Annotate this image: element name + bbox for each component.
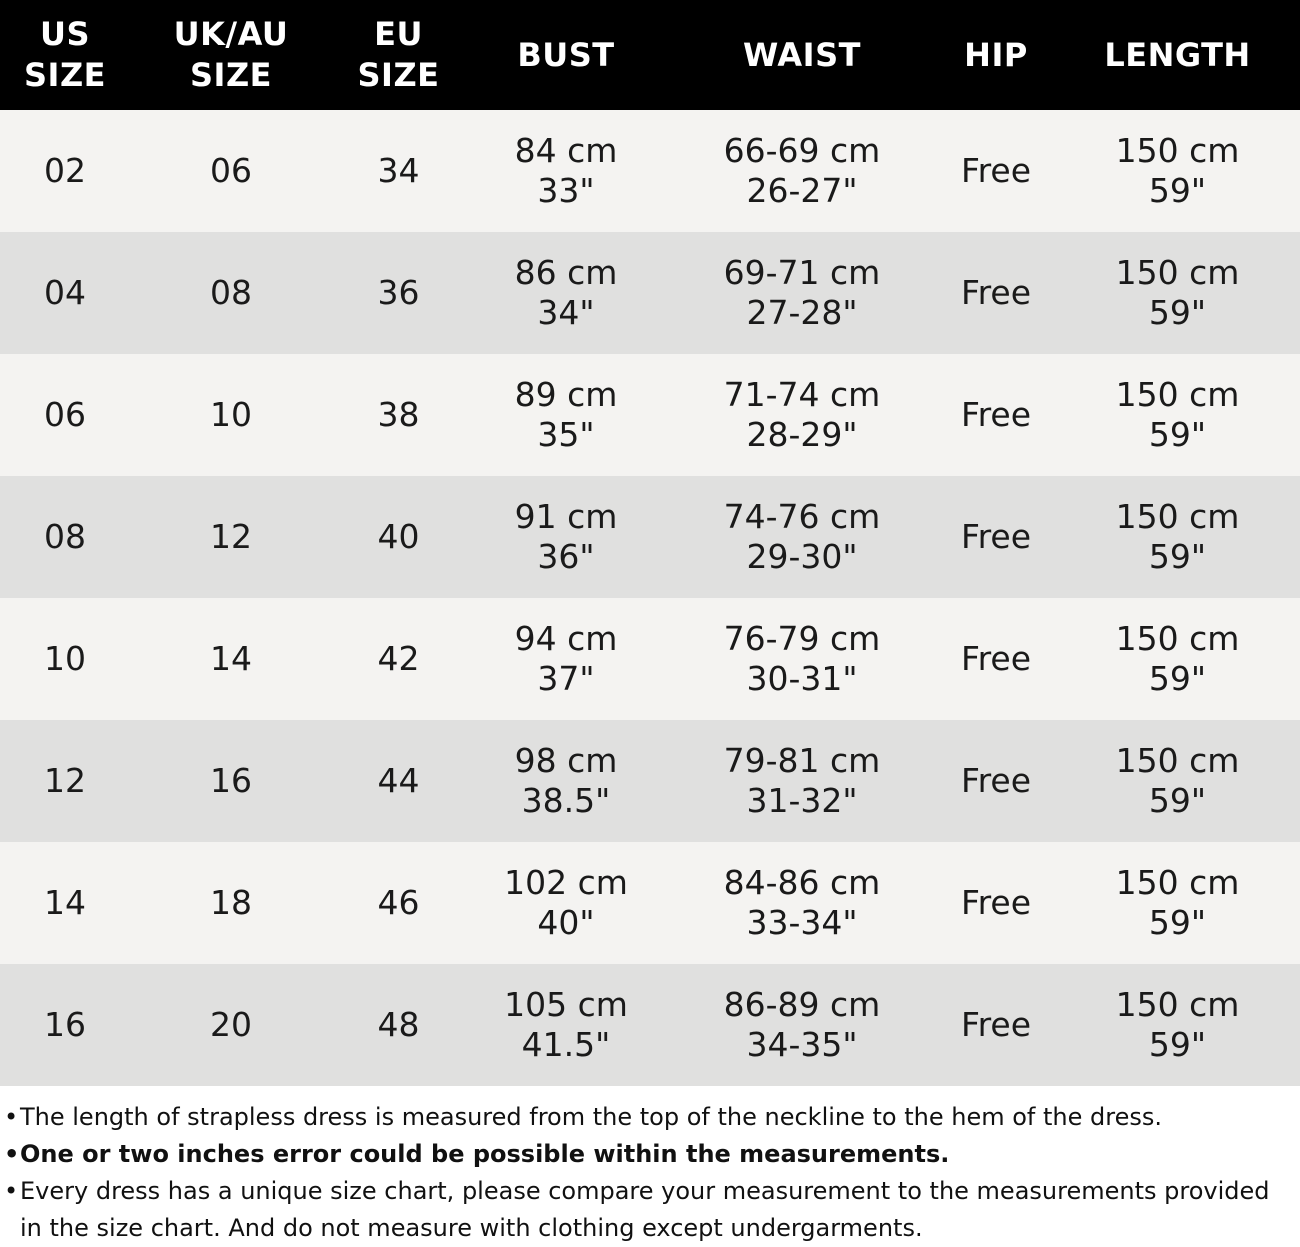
cell-hip: Free xyxy=(960,1005,1032,1044)
cell-length: 150 cm 59" xyxy=(1115,497,1240,576)
header-eu-size: EU SIZE xyxy=(357,15,440,94)
table-row xyxy=(0,720,1300,842)
cell-length: 150 cm 59" xyxy=(1115,253,1240,332)
cell-us-size: 16 xyxy=(44,1005,86,1044)
cell-eu-size: 40 xyxy=(377,517,420,556)
table-row xyxy=(0,232,1300,354)
cell-hip: Free xyxy=(960,883,1032,922)
cell-uk-au-size: 06 xyxy=(210,151,252,190)
table-row xyxy=(0,842,1300,964)
cell-eu-size: 38 xyxy=(377,395,420,434)
header-hip: HIP xyxy=(964,35,1028,74)
cell-length: 150 cm 59" xyxy=(1115,375,1240,454)
cell-eu-size: 34 xyxy=(377,151,420,190)
table-row xyxy=(0,476,1300,598)
cell-length: 150 cm 59" xyxy=(1115,619,1240,698)
cell-bust: 89 cm 35" xyxy=(514,375,618,454)
cell-eu-size: 36 xyxy=(377,273,420,312)
cell-us-size: 12 xyxy=(44,761,86,800)
note-item xyxy=(4,1173,1300,1247)
header-waist: WAIST xyxy=(743,35,861,74)
cell-uk-au-size: 18 xyxy=(210,883,252,922)
table-row xyxy=(0,110,1300,232)
notes-list xyxy=(0,1086,1300,1247)
cell-waist: 79-81 cm 31-32" xyxy=(723,741,881,820)
cell-length: 150 cm 59" xyxy=(1115,131,1240,210)
header-us-size: US SIZE xyxy=(23,15,106,94)
cell-waist: 76-79 cm 30-31" xyxy=(723,619,881,698)
cell-hip: Free xyxy=(960,639,1032,678)
cell-uk-au-size: 10 xyxy=(210,395,252,434)
table-body xyxy=(0,110,1300,1086)
cell-eu-size: 42 xyxy=(377,639,420,678)
cell-waist: 66-69 cm 26-27" xyxy=(723,131,881,210)
header-length: LENGTH xyxy=(1104,35,1251,74)
cell-length: 150 cm 59" xyxy=(1115,985,1240,1064)
cell-bust: 84 cm 33" xyxy=(514,131,618,210)
table-row xyxy=(0,354,1300,476)
cell-waist: 74-76 cm 29-30" xyxy=(723,497,881,576)
cell-waist: 69-71 cm 27-28" xyxy=(723,253,881,332)
cell-us-size: 02 xyxy=(44,151,86,190)
bullet-icon: • xyxy=(4,1103,19,1131)
note-text: Every dress has a unique size chart, please compare your measurement to the measurements provided in the size chart. And do not measure with clothing except undergarments. xyxy=(20,1177,1270,1242)
cell-us-size: 08 xyxy=(44,517,86,556)
table-row xyxy=(0,964,1300,1086)
cell-waist: 71-74 cm 28-29" xyxy=(723,375,881,454)
bullet-icon: • xyxy=(4,1177,19,1205)
cell-hip: Free xyxy=(960,395,1032,434)
cell-eu-size: 48 xyxy=(377,1005,420,1044)
cell-bust: 102 cm 40" xyxy=(504,863,628,942)
cell-hip: Free xyxy=(960,761,1032,800)
cell-uk-au-size: 14 xyxy=(210,639,252,678)
cell-length: 150 cm 59" xyxy=(1115,741,1240,820)
cell-us-size: 14 xyxy=(44,883,86,922)
cell-eu-size: 44 xyxy=(377,761,420,800)
cell-uk-au-size: 16 xyxy=(210,761,252,800)
cell-bust: 91 cm 36" xyxy=(514,497,618,576)
cell-bust: 94 cm 37" xyxy=(514,619,618,698)
note-item xyxy=(4,1099,1300,1136)
note-item xyxy=(4,1136,1300,1173)
cell-uk-au-size: 12 xyxy=(210,517,252,556)
header-uk-au-size: UK/AU SIZE xyxy=(173,15,289,94)
cell-eu-size: 46 xyxy=(377,883,420,922)
cell-hip: Free xyxy=(960,151,1032,190)
cell-bust: 86 cm 34" xyxy=(514,253,618,332)
cell-us-size: 06 xyxy=(44,395,86,434)
cell-bust: 98 cm 38.5" xyxy=(514,741,618,820)
bullet-icon: • xyxy=(4,1140,20,1168)
cell-bust: 105 cm 41.5" xyxy=(504,985,628,1064)
cell-hip: Free xyxy=(960,517,1032,556)
cell-waist: 84-86 cm 33-34" xyxy=(723,863,881,942)
table-header xyxy=(0,0,1300,110)
header-bust: BUST xyxy=(517,35,615,74)
cell-waist: 86-89 cm 34-35" xyxy=(723,985,881,1064)
note-text: One or two inches error could be possible within the measurements. xyxy=(20,1140,950,1168)
cell-us-size: 04 xyxy=(44,273,86,312)
cell-length: 150 cm 59" xyxy=(1115,863,1240,942)
cell-uk-au-size: 08 xyxy=(210,273,252,312)
table-row xyxy=(0,598,1300,720)
note-text: The length of strapless dress is measured from the top of the neckline to the hem of the dress. xyxy=(20,1103,1162,1131)
cell-us-size: 10 xyxy=(44,639,86,678)
cell-hip: Free xyxy=(960,273,1032,312)
cell-uk-au-size: 20 xyxy=(210,1005,252,1044)
